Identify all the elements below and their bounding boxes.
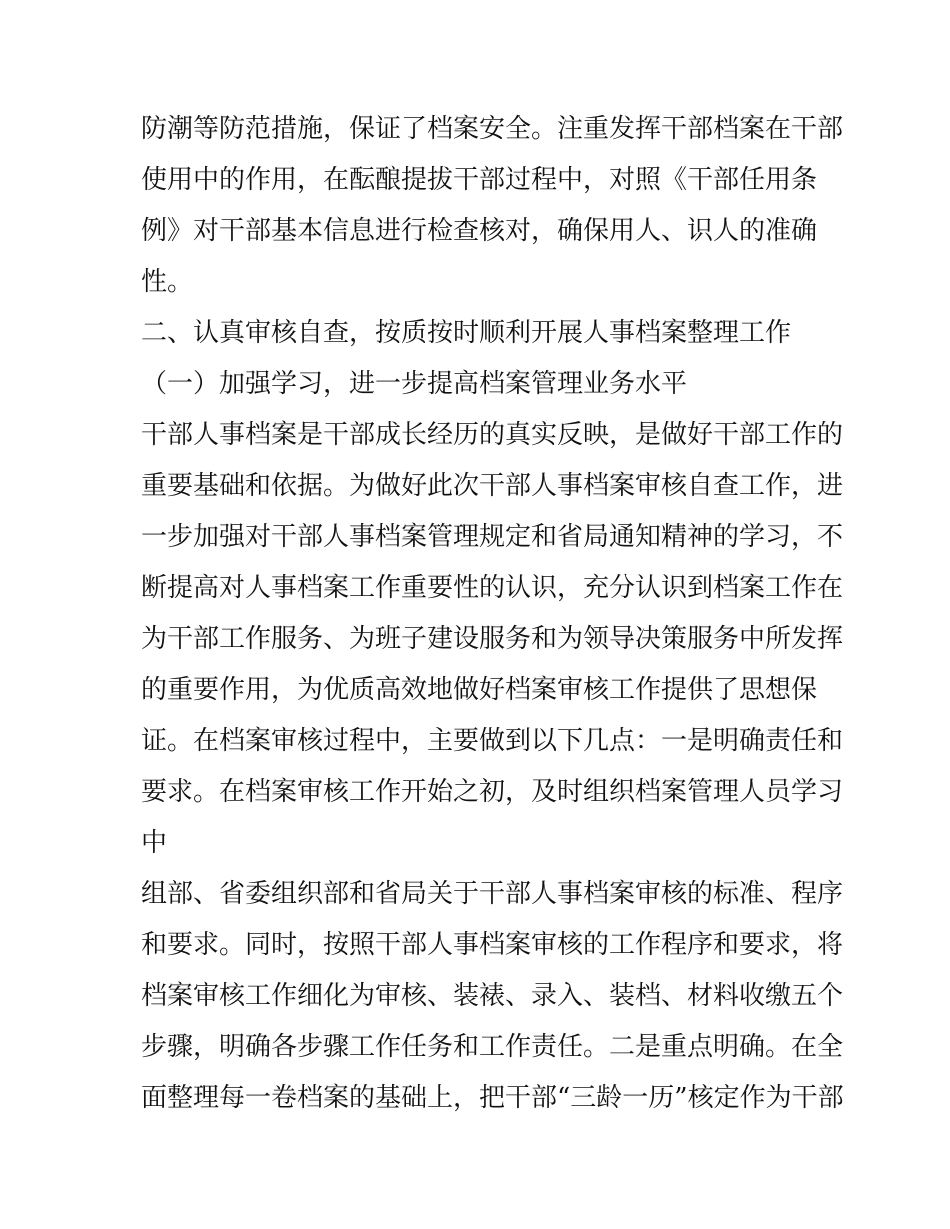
subsection-heading: （一）加强学习，进一步提高档案管理业务水平 bbox=[141, 369, 688, 399]
text-line: 组部、省委组织部和省局关于干部人事档案审核的标准、程序 bbox=[141, 879, 844, 909]
text-line: 使用中的作用，在酝酿提拔干部过程中，对照《干部任用条 bbox=[141, 165, 818, 195]
text-line: 中 bbox=[141, 828, 168, 858]
text-line: 为干部工作服务、为班子建设服务和为领导决策服务中所发挥 bbox=[141, 624, 844, 654]
text-line: 性。 bbox=[141, 267, 194, 297]
text-line: 和要求。同时，按照干部人事档案审核的工作程序和要求，将 bbox=[141, 930, 844, 960]
text-line: 步骤，明确各步骤工作任务和工作责任。二是重点明确。在全 bbox=[141, 1032, 844, 1062]
text-line: 证。在档案审核过程中，主要做到以下几点：一是明确责任和 bbox=[141, 726, 844, 756]
text-line: 断提高对人事档案工作重要性的认识，充分认识到档案工作在 bbox=[141, 573, 844, 603]
text-line: 重要基础和依据。为做好此次干部人事档案审核自查工作，进 bbox=[141, 471, 844, 501]
text-line: 要求。在档案审核工作开始之初，及时组织档案管理人员学习 bbox=[141, 777, 844, 807]
text-line: 防潮等防范措施，保证了档案安全。注重发挥干部档案在干部 bbox=[141, 114, 844, 144]
text-line: 的重要作用，为优质高效地做好档案审核工作提供了思想保 bbox=[141, 675, 818, 705]
text-line: 一步加强对干部人事档案管理规定和省局通知精神的学习，不 bbox=[141, 522, 844, 552]
text-line: 干部人事档案是干部成长经历的真实反映，是做好干部工作的 bbox=[141, 420, 844, 450]
text-line: 档案审核工作细化为审核、装裱、录入、装档、材料收缴五个 bbox=[141, 981, 844, 1011]
section-heading: 二、认真审核自查，按质按时顺利开展人事档案整理工作 bbox=[141, 318, 792, 348]
text-line: 例》对干部基本信息进行检查核对，确保用人、识人的准确 bbox=[141, 216, 818, 246]
text-line: 面整理每一卷档案的基础上，把干部“三龄一历”核定作为干部 bbox=[141, 1083, 844, 1113]
